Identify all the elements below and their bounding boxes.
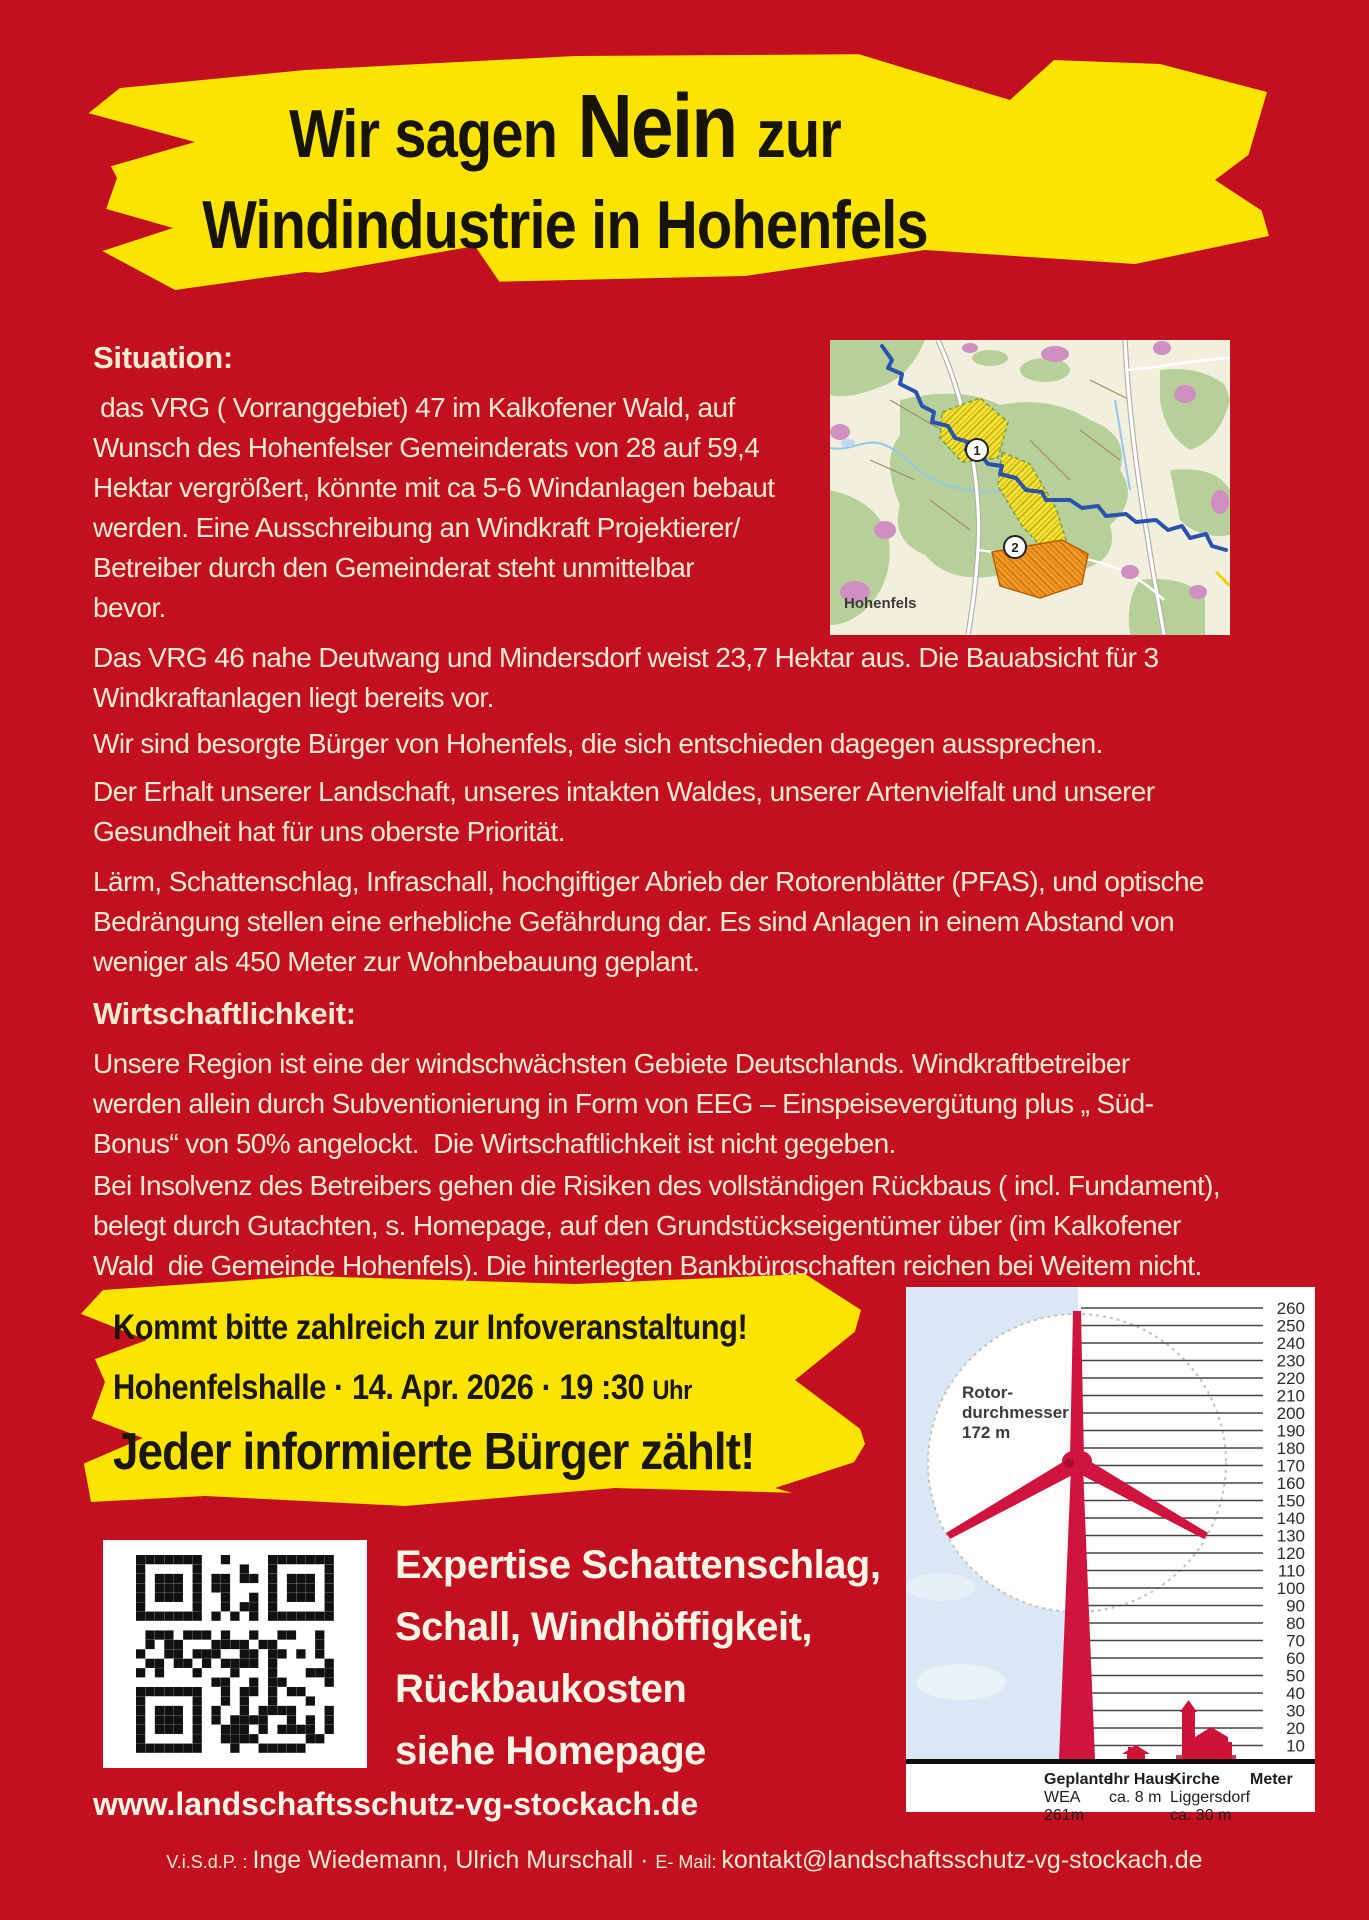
imprint-names: Inge Wiedemann, Ulrich Murschall · [252, 1846, 656, 1874]
invitation-date-time: Hohenfelshalle · 14. Apr. 2026 · 19 :30 [113, 1368, 653, 1407]
svg-text:70: 70 [1286, 1631, 1305, 1651]
map-marker-1 [966, 439, 988, 461]
svg-text:90: 90 [1286, 1596, 1305, 1616]
situation-paragraph-3: Wir sind besorgte Bürger von Hohenfels, die sich entschieden dagegen aussprechen. [93, 728, 1103, 759]
email-address: kontakt@landschaftsschutz-vg-stockach.de [721, 1846, 1203, 1874]
svg-text:20: 20 [1286, 1719, 1305, 1738]
house-icon [1122, 1745, 1150, 1761]
legend-meter: Meter [1250, 1771, 1293, 1788]
svg-text:230: 230 [1276, 1351, 1305, 1371]
svg-text:10: 10 [1286, 1736, 1305, 1756]
church-icon [1176, 1700, 1236, 1761]
title-post: zur [756, 96, 841, 172]
wirtschaftlichkeit-paragraph-1: Unsere Region ist eine der windschwächsten Gebiete Deutschlands. Windkraftbetreiber werden allein durch Subventionierung in Form von EEG – Einspeisevergütung plus „ Süd- Bonus“ von 50% angelockt. Die Wirtschaftlichkeit ist nicht gegeben. [93, 1048, 1154, 1159]
svg-text:30: 30 [1286, 1701, 1305, 1721]
title-line-2: Windindustrie in Hohenfels [202, 187, 928, 263]
svg-text:260: 260 [1276, 1299, 1305, 1318]
svg-text:120: 120 [1276, 1544, 1305, 1563]
map-marker-2 [1004, 536, 1026, 558]
map-town-label: Hohenfels [844, 595, 917, 612]
situation-paragraph-5: Lärm, Schattenschlag, Infraschall, hochgiftiger Abrieb der Rotorenblätter (PFAS), und optische Bedrängung stellen eine erhebliche Gefährdung dar. Es sind Anlagen in einem Abstand von weniger als 450 Meter zur Wohnbebauung geplant. [93, 866, 1204, 977]
svg-text:2: 2 [1011, 540, 1019, 555]
svg-text:240: 240 [1276, 1334, 1305, 1353]
ground-baseline [906, 1759, 1315, 1764]
svg-text:140: 140 [1276, 1509, 1305, 1528]
imprint-line [0, 1846, 1369, 1875]
turbine-diagram [906, 1287, 1315, 1824]
situation-paragraph-2: Das VRG 46 nahe Deutwang und Mindersdorf weist 23,7 Hektar aus. Die Bauabsicht für 3 Windkraftanlagen liegt bereits vor. [93, 642, 1159, 713]
invitation-line-3: Jeder informierte Bürger zählt! [113, 1423, 755, 1481]
svg-text:200: 200 [1276, 1404, 1305, 1423]
svg-text:130: 130 [1276, 1526, 1305, 1546]
svg-text:160: 160 [1276, 1474, 1305, 1493]
svg-text:150: 150 [1276, 1491, 1305, 1511]
svg-text:1: 1 [973, 443, 981, 458]
legend-wea: Geplante WEA 261m [1044, 1771, 1113, 1824]
wirtschaftlichkeit-heading: Wirtschaftlichkeit: [93, 996, 356, 1031]
situation-paragraph-4: Der Erhalt unserer Landschaft, unseres intakten Waldes, unserer Artenvielfalt und unserer Gesundheit hat für uns oberste Priorität. [93, 776, 1155, 847]
invitation-text [113, 1308, 782, 1482]
legend-haus: Ihr Haus ca. 8 m [1109, 1771, 1174, 1806]
svg-text:220: 220 [1276, 1369, 1305, 1388]
qr-code-pattern [136, 1555, 334, 1753]
svg-text:210: 210 [1276, 1386, 1305, 1406]
map-pond [841, 439, 855, 447]
svg-text:180: 180 [1276, 1439, 1305, 1458]
svg-text:110: 110 [1277, 1561, 1305, 1581]
svg-text:190: 190 [1276, 1421, 1305, 1441]
invitation-line-1: Kommt bitte zahlreich zur Infoveranstaltung! [113, 1308, 748, 1347]
diagram-legend [906, 1771, 1315, 1824]
email-label: E- Mail: [655, 1852, 722, 1872]
rotor-diameter-label: Rotor- durchmesser 172 m [962, 1383, 1069, 1442]
invitation-uhr: Uhr [652, 1375, 692, 1405]
legend-kirche: Kirche Liggersdorf ca. 30 m [1170, 1771, 1251, 1824]
qr-code [103, 1540, 367, 1768]
website-url: www.landschaftsschutz-vg-stockach.de [93, 1786, 699, 1822]
title-pre: Wir sagen [289, 96, 558, 172]
wirtschaftlichkeit-paragraph-2: Bei Insolvenz des Betreibers gehen die Risiken des vollständigen Rückbaus ( incl. Fundament), belegt durch Gutachten, s. Homepage, auf den Grundstückseigentümer über (im Kalkofener Wald die Gemeinde Hohenfels). Die hinterlegten Bankbürgschaften reichen bei Weitem nicht. [93, 1170, 1221, 1281]
visdp-label: V.i.S.d.P. : [166, 1852, 253, 1872]
title-line-1 [187, 77, 944, 177]
situation-paragraph-1: das VRG ( Vorranggebiet) 47 im Kalkofener Wald, auf Wunsch des Hohenfelser Gemeinderats von 28 auf 59,4 Hektar vergrößert, könnte mit ca 5-6 Windanlagen bebaut werden. Eine Ausschreibung an Windkraft Projektierer/ Betreiber durch den Gemeinderat steht unmittelbar bevor. [93, 392, 775, 623]
turbine-diagram-graphic [906, 1287, 1315, 1812]
svg-text:80: 80 [1286, 1614, 1305, 1633]
svg-text:170: 170 [1276, 1456, 1305, 1476]
svg-text:250: 250 [1276, 1316, 1305, 1336]
svg-text:50: 50 [1286, 1666, 1305, 1686]
title-emph: Nein [577, 77, 737, 177]
svg-text:100: 100 [1276, 1579, 1305, 1598]
svg-text:40: 40 [1286, 1684, 1305, 1703]
vrg-map-image [830, 340, 1230, 635]
expertise-text: Expertise Schattenschlag, Schall, Windhöffigkeit, Rückbaukosten siehe Homepage [395, 1543, 881, 1773]
situation-heading: Situation: [93, 340, 233, 375]
svg-text:60: 60 [1286, 1649, 1305, 1668]
poster-title [187, 77, 944, 264]
invitation-line-2 [113, 1368, 782, 1408]
